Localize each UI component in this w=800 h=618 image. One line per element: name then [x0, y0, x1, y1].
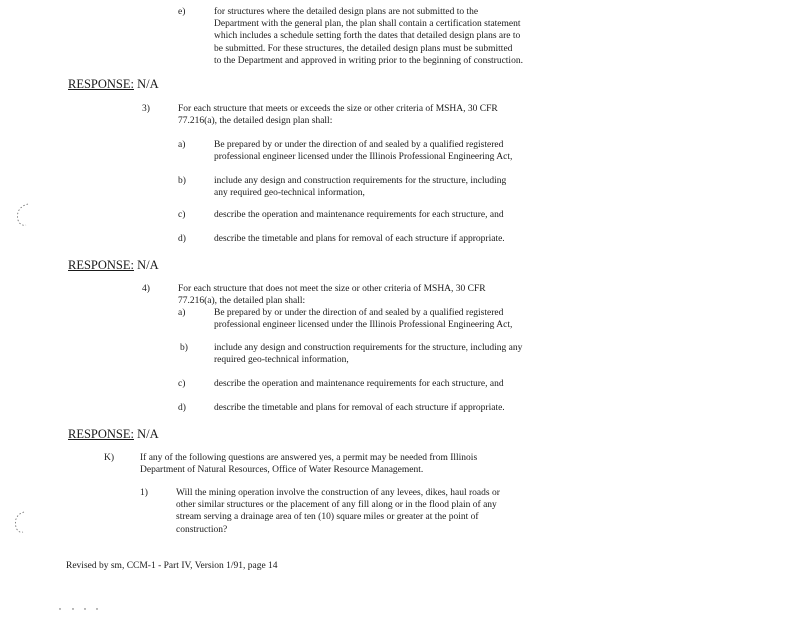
item-3c-text: describe the operation and maintenance requirements for each structure, and	[214, 210, 504, 220]
item-3-label: 3)	[142, 104, 150, 114]
item-4d-label: d)	[178, 403, 186, 413]
item-k1-label: 1)	[140, 488, 148, 498]
punch-hole-mark	[8, 508, 38, 538]
response-2-value: N/A	[137, 258, 159, 272]
item-3b-label: b)	[178, 176, 186, 186]
response-2	[68, 258, 159, 272]
page-footer: Revised by sm, CCM-1 - Part IV, Version 1/91, page 14	[66, 561, 278, 571]
item-4-label: 4)	[142, 284, 150, 294]
item-4a-label: a)	[178, 308, 186, 318]
item-4a-text: Be prepared by or under the direction of and sealed by a qualified registered professional engineer licensed under the Illinois Professional Engineering Act,	[214, 308, 513, 331]
item-4b-text: include any design and construction requirements for the structure, including any required geo-technical information,	[214, 343, 523, 366]
response-1-value: N/A	[137, 77, 159, 91]
response-3-value: N/A	[137, 427, 159, 441]
item-3d-text: describe the timetable and plans for removal of each structure if appropriate.	[214, 234, 505, 244]
item-4-text: For each structure that does not meet the size or other criteria of MSHA, 30 CFR 77.216(a), the detailed plan shall:	[178, 284, 486, 307]
item-3c-label: c)	[178, 210, 186, 220]
item-e-text: for structures where the detailed design plans are not submitted to the Department with the general plan, the plan shall contain a certification statement which includes a schedule setting forth the dates that detailed design plans are to be submitted. For these structures, the detailed design plans must be submitted to the Department and approved in writing prior to the beginning of construction.	[214, 7, 523, 66]
item-k1-text: Will the mining operation involve the construction of any levees, dikes, haul roads or other similar structures or the placement of any fill along or in the flood plain of any stream serving a drainage area of ten (10) square miles or greater at the point of construction?	[176, 488, 500, 535]
response-3	[68, 427, 159, 441]
item-3-text: For each structure that meets or exceeds the size or other criteria of MSHA, 30 CFR 77.216(a), the detailed design plan shall:	[178, 104, 498, 127]
punch-hole-mark	[10, 200, 40, 230]
item-4c-label: c)	[178, 379, 186, 389]
response-1-label: RESPONSE:	[68, 77, 134, 91]
item-k-text: If any of the following questions are answered yes, a permit may be needed from Illinois Department of Natural Resources, Office of Water Resource Management.	[140, 453, 478, 476]
item-4c-text: describe the operation and maintenance requirements for each structure, and	[214, 379, 504, 389]
response-1	[68, 77, 159, 91]
item-3d-label: d)	[178, 234, 186, 244]
item-4b-label: b)	[180, 343, 188, 353]
item-3a-label: a)	[178, 140, 186, 150]
item-3a-text: Be prepared by or under the direction of and sealed by a qualified registered professional engineer licensed under the Illinois Professional Engineering Act,	[214, 140, 513, 163]
item-4d-text: describe the timetable and plans for removal of each structure if appropriate.	[214, 403, 505, 413]
scan-dots	[55, 604, 115, 614]
response-3-label: RESPONSE:	[68, 427, 134, 441]
item-3b-text: include any design and construction requirements for the structure, including any required geo-technical information,	[214, 176, 507, 199]
item-e-label: e)	[178, 7, 186, 17]
response-2-label: RESPONSE:	[68, 258, 134, 272]
item-k-label: K)	[104, 453, 115, 463]
